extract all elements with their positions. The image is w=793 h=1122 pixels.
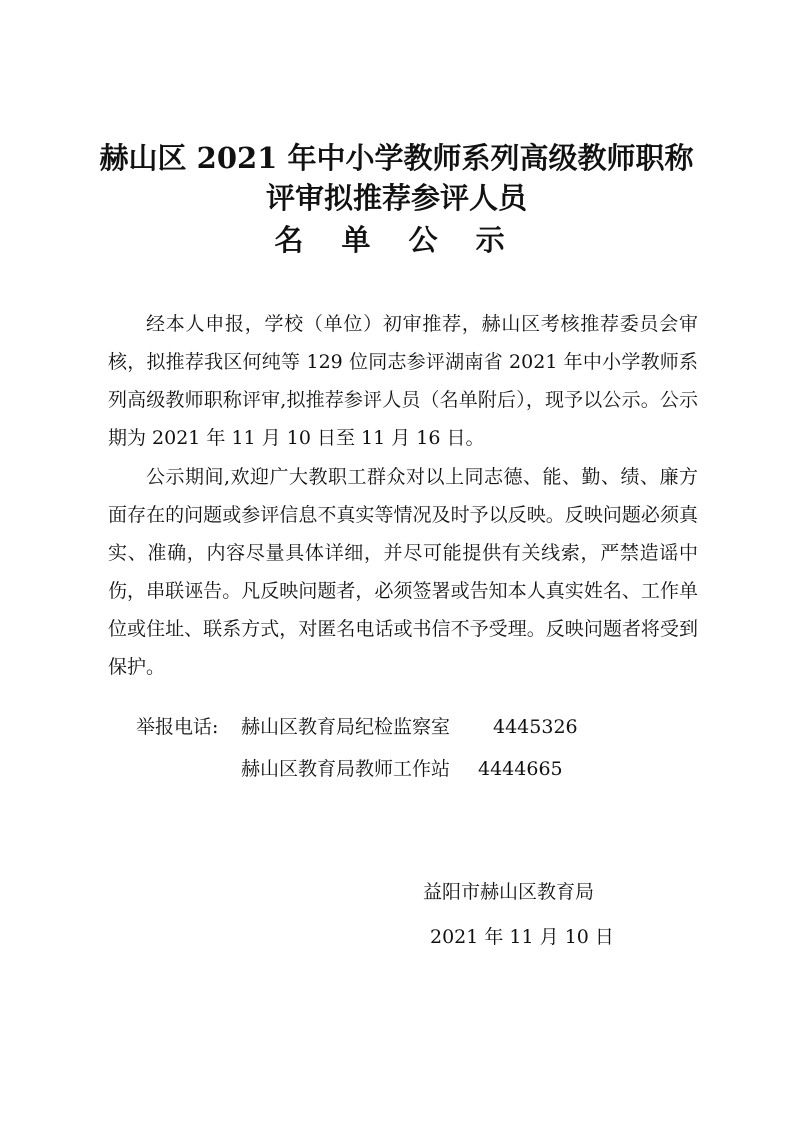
document-title-line-3: 名 单 公 示 [274,223,519,257]
report-phone-label: 举报电话: [136,716,219,738]
report-contact-org: 赫山区教育局纪检监察室 [241,716,451,738]
issue-date: 2021 年 11 月 10 日 [430,926,614,948]
announcement-paragraph-1: 经本人申报，学校（单位）初审推荐，赫山区考核推荐委员会审核，拟推荐我区何纯等 129 位同志参评湖南省 2021 年中小学教师系列高级教师职称评审,拟推荐参评人员（名单附后），现予以公示。公示期为 2021 年 11 月 10 日至 11 月 16 日。 [108,313,698,449]
issuer-name: 益阳市赫山区教育局 [423,881,595,903]
document-title-line-1: 赫山区 2021 年中小学教师系列高级教师职称 [99,141,694,175]
announcement-paragraph-2: 公示期间,欢迎广大教职工群众对以上同志德、能、勤、绩、廉方面存在的问题或参评信息不真实等情况及时予以反映。反映问题必须真实、准确，内容尽量具体详细，并尽可能提供有关线索，严禁造谣中伤，串联诬告。凡反映问题者，必须签署或告知本人真实姓名、工作单位或住址、联系方式，对匿名电话或书信不予受理。反映问题者将受到保护。 [108,466,698,678]
document-title-line-2: 评审拟推荐参评人员 [265,181,527,215]
report-contact-org: 赫山区教育局教师工作站 [241,758,451,780]
report-contact-phone: 4444665 [478,758,563,780]
report-contact-phone: 4445326 [493,716,578,738]
